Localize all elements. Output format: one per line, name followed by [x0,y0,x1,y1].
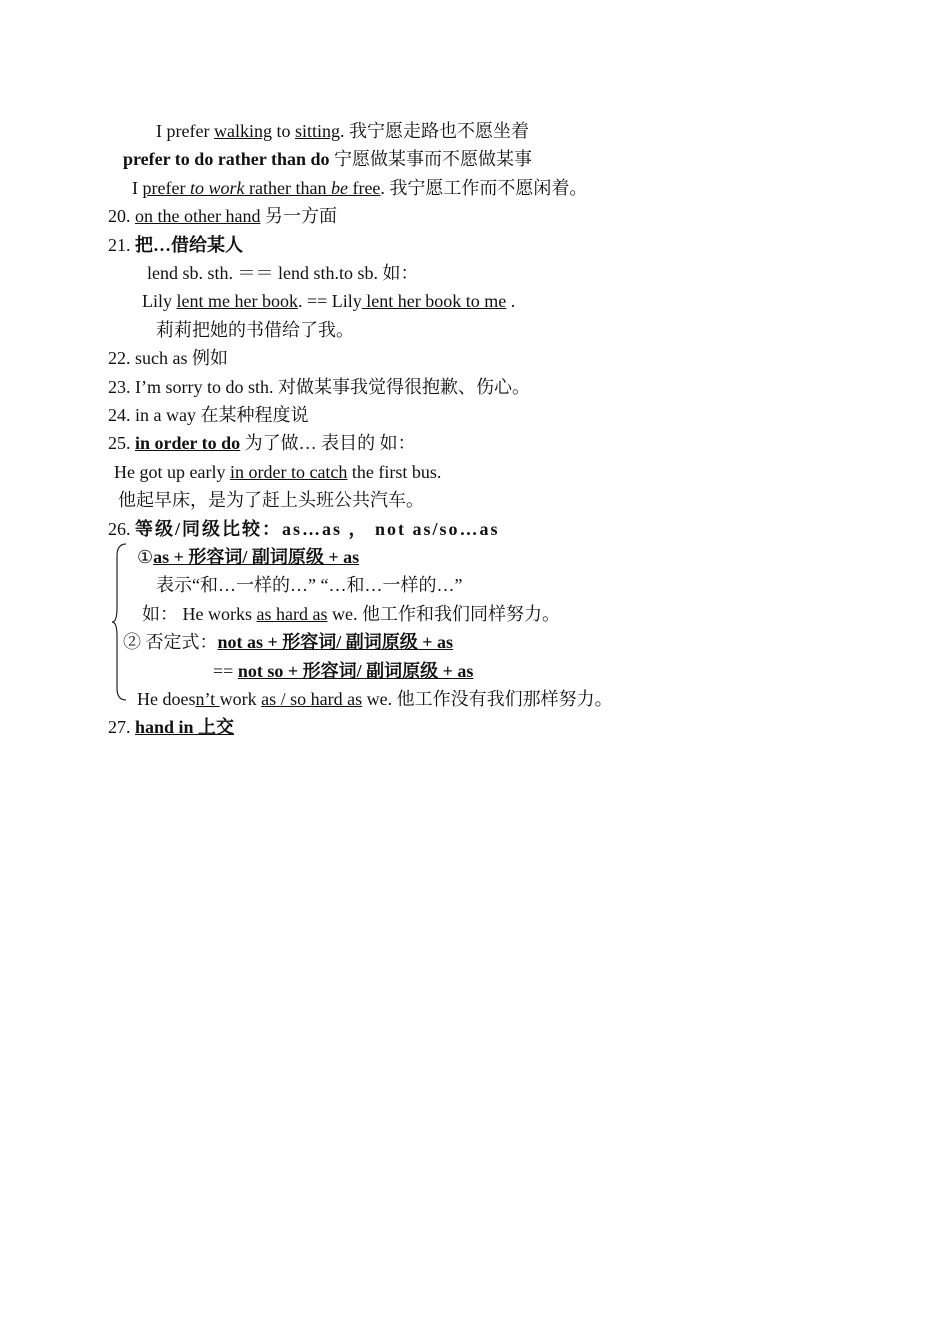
text-run: in order to catch [229,461,348,482]
text-line [123,631,453,653]
text-line [108,716,234,738]
text-run: to [271,121,295,141]
text-run: 他起早床，是为了赶上头班公共汽车。 [118,490,424,511]
text-run: . [506,291,516,312]
text-run: not so + 形容词/ 副词原级 + as [237,660,474,681]
text-run: He got up early [114,461,230,482]
text-run: I prefer [156,121,214,141]
text-run: on the other hand [135,206,261,227]
text-run: we. 他工作没有我们那样努力。 [362,689,613,709]
text-run: 莉莉把她的书借给了我。 [156,319,354,340]
text-line [114,461,441,483]
text-line [108,376,530,398]
text-run: ② 否定式： [123,632,218,653]
text-run: . == Lily [297,291,362,312]
text-run: 另一方面 [260,206,337,227]
text-run: 23. I’m sorry to do sth. 对做某事我觉得很抱歉、伤心。 [108,376,530,397]
text-run: 表示“和…一样的…” “…和…一样的…” [156,575,463,596]
text-run: I [132,177,143,198]
text-run: lend sb. sth. ＝＝ lend sth.to sb. 如： [147,263,419,283]
text-line [108,205,337,227]
text-line [142,603,560,625]
text-run: prefer [142,177,190,198]
text-run: 为了做… 表目的 如： [240,433,416,454]
text-run: 宁愿做某事而不愿做某事 [329,149,532,170]
text-line [156,319,354,341]
text-line [147,262,419,284]
text-run: Lily [142,291,177,312]
text-run: 如： He works [142,603,257,624]
text-run: n’t [195,689,220,709]
text-run: not as + 形容词/ 副词原级 + as [217,632,454,653]
text-run: 等级/同级比较：as…as ， not as/so…as [135,518,500,539]
text-run: hand in 上交 [135,717,235,738]
text-run: sitting [294,121,340,141]
text-run: as hard as [256,603,328,624]
text-line [137,688,613,710]
text-run: . 我宁愿工作而不愿闲着。 [380,177,588,198]
text-run: in order to do [135,433,241,454]
text-run: free [347,177,381,198]
text-run: walking [213,121,272,141]
text-run: as + 形容词/ 副词原级 + as [153,547,360,567]
text-run: prefer to do rather than do [123,149,330,170]
text-line [137,546,359,568]
text-line [108,432,416,454]
text-run: == [213,660,238,681]
text-line [156,120,529,142]
text-line [156,574,462,596]
text-run: work [219,689,262,709]
text-line [108,404,308,426]
text-run: 把…借给某人 [135,234,243,255]
text-run: 21. [108,234,135,255]
text-line [108,347,228,369]
text-run: 27. [108,717,135,738]
text-run: rather than [244,177,331,198]
text-line [142,290,515,312]
text-run: ① [137,547,154,567]
text-line [123,148,532,170]
text-line [108,234,243,256]
text-line [132,177,587,199]
grouping-brace [112,542,132,702]
text-run: 25. [108,433,135,454]
text-run: 26. [108,518,135,539]
text-run: 24. in a way 在某种程度说 [108,405,309,425]
text-run: to work [189,177,245,198]
text-run: . 我宁愿走路也不愿坐着 [340,121,529,141]
text-run: lent her book to me [361,291,507,312]
text-run: the first bus. [347,461,442,482]
text-line [118,489,424,511]
text-run: 20. [108,206,135,227]
text-line [213,660,473,682]
text-run: be [330,177,348,198]
text-run: we. 他工作和我们同样努力。 [327,603,560,624]
text-run: as / so hard as [261,689,363,709]
text-line [108,518,500,540]
text-run: He does [137,689,196,709]
text-run: lent me her book [176,291,298,312]
text-run: 22. such as 例如 [108,348,228,369]
